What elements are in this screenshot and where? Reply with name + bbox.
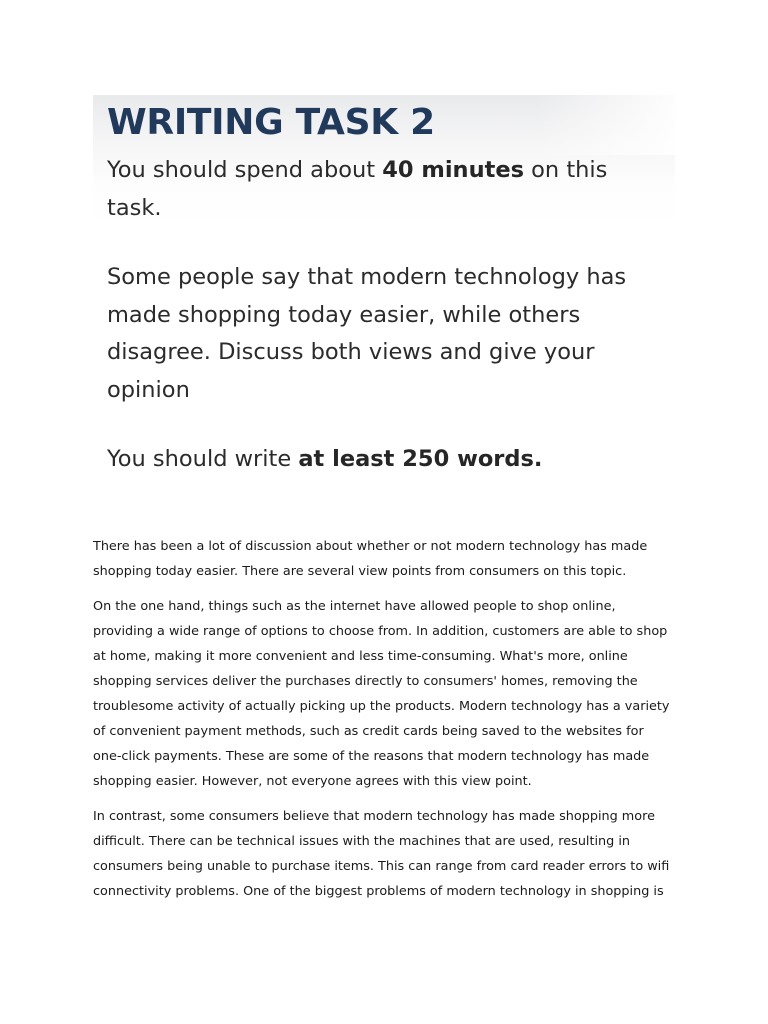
task-title: WRITING TASK 2 [107, 102, 435, 143]
essay-body [93, 534, 673, 914]
time-instruction-text: You should spend about [107, 157, 383, 183]
task-question: Some people say that modern technology has made shopping today easier, while others disagree. Discuss both views and give your opinion [107, 264, 627, 404]
time-instruction-tail: on this task. [107, 157, 608, 221]
task-prompt-image [93, 95, 675, 500]
word-instruction-emphasis: at least 250 words. [298, 446, 543, 472]
essay-paragraph-intro: There has been a lot of discussion about whether or not modern technology has made shopping today easier. There are several view points from consumers on this topic. [93, 539, 648, 579]
essay-paragraph-disadvantages: In contrast, some consumers believe that modern technology has made shopping more difficult. There can be technical issues with the machines that are used, resulting in consumers being unable to purchase items. This can range from card reader errors to wifi connectivity problems. One of the biggest problems of modern technology in shopping is [93, 809, 670, 899]
time-instruction [107, 152, 667, 227]
time-instruction-emphasis: 40 minutes [382, 157, 524, 183]
word-instruction [107, 441, 667, 479]
word-instruction-text: You should write [107, 446, 299, 472]
essay-paragraph-advantages: On the one hand, things such as the internet have allowed people to shop online, providing a wide range of options to choose from. In addition, customers are able to shop at home, making it more convenient and less time-consuming. What's more, online shopping services deliver the purchases directly to consumers' homes, removing the troublesome activity of actually picking up the products. Modern technology has a variety of convenient payment methods, such as credit cards being saved to the websites for one-click payments. These are some of the reasons that modern technology has made shopping easier. However, not everyone agrees with this view point. [93, 599, 670, 789]
